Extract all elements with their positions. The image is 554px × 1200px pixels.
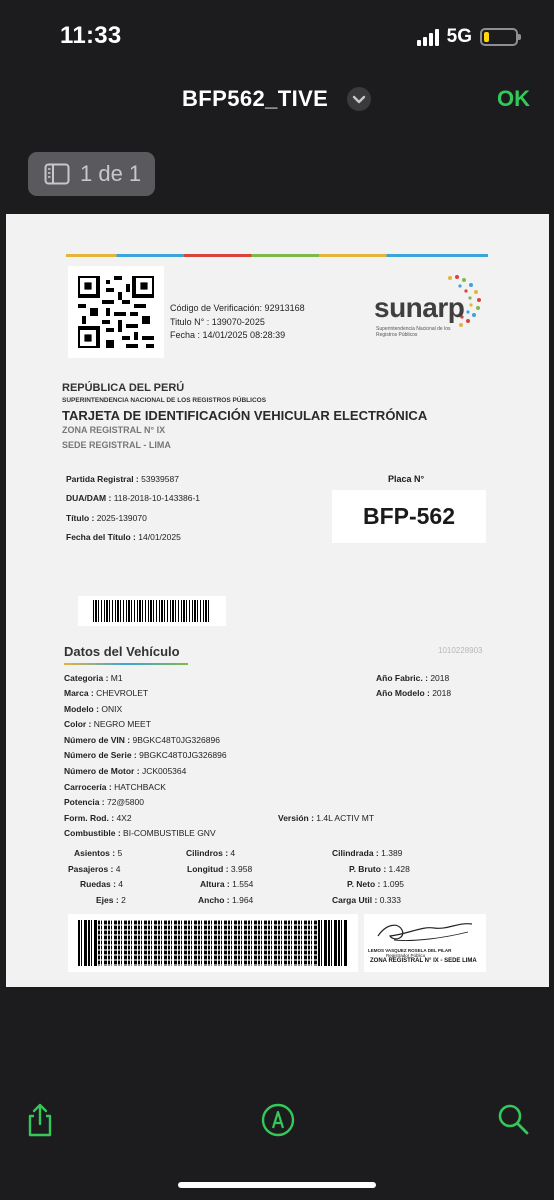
verification-fecha: Fecha : 14/01/2025 08:28:39 bbox=[170, 330, 286, 340]
pneto-value: 1.095 bbox=[382, 879, 405, 889]
logo-wordmark: sunarp bbox=[374, 292, 465, 323]
carroceria-value: HATCHBACK bbox=[114, 782, 166, 792]
form-field bbox=[64, 813, 132, 823]
partida-value: 53939587 bbox=[141, 474, 179, 484]
categoria-label: Categoria : bbox=[64, 673, 109, 683]
color-stripe bbox=[66, 254, 488, 257]
pasajeros-field bbox=[68, 864, 120, 874]
form-label: Form. Rod. : bbox=[64, 813, 115, 823]
titulo-label: Título : bbox=[66, 513, 95, 523]
share-icon[interactable] bbox=[22, 1102, 58, 1138]
ancho-field bbox=[198, 895, 253, 905]
color-label: Color : bbox=[64, 719, 92, 729]
signer-name: LEMOS VASQUEZ ROSELA DEL PILAR bbox=[368, 948, 452, 953]
verification-code: Código de Verificación: 92913168 bbox=[170, 303, 305, 313]
placa-label: Placa N° bbox=[388, 474, 425, 484]
motor-value: JCK005364 bbox=[141, 766, 187, 776]
agency-heading: SUPERINTENDENCIA NACIONAL DE LOS REGISTROS PÚBLICOS bbox=[62, 397, 267, 404]
fecha-titulo-field bbox=[66, 532, 181, 542]
vin-label: Número de VIN : bbox=[64, 735, 131, 745]
longitud-label: Longitud : bbox=[187, 864, 229, 874]
color-value: NEGRO MEET bbox=[93, 719, 151, 729]
potencia-label: Potencia : bbox=[64, 797, 105, 807]
section-title: Datos del Vehículo bbox=[64, 644, 180, 659]
sede-heading: SEDE REGISTRAL - LIMA bbox=[62, 440, 171, 450]
status-indicators bbox=[417, 26, 518, 48]
serial-number: 1010228903 bbox=[438, 646, 483, 655]
dua-label: DUA/DAM : bbox=[66, 493, 112, 503]
potencia-value: 72@5800 bbox=[107, 797, 144, 807]
signature-icon bbox=[364, 914, 486, 948]
document-page bbox=[6, 214, 549, 987]
signer-office: ZONA REGISTRAL N° IX - SEDE LIMA bbox=[370, 958, 477, 964]
chevron-down-icon[interactable] bbox=[347, 87, 371, 111]
anio-fab-label: Año Fabric. : bbox=[376, 673, 428, 683]
motor-label: Número de Motor : bbox=[64, 766, 140, 776]
home-indicator[interactable] bbox=[178, 1182, 376, 1188]
modelo-value: ONIX bbox=[101, 704, 123, 714]
pasajeros-label: Pasajeros : bbox=[68, 864, 114, 874]
longitud-value: 3.958 bbox=[230, 864, 253, 874]
file-title[interactable]: BFP562_TIVE bbox=[182, 86, 329, 111]
anio-fab-field bbox=[376, 673, 449, 683]
version-label: Versión : bbox=[278, 813, 314, 823]
pbruto-field bbox=[349, 864, 410, 874]
pbruto-label: P. Bruto : bbox=[349, 864, 387, 874]
page-indicator-label: 1 de 1 bbox=[80, 161, 142, 186]
marca-value: CHEVROLET bbox=[96, 688, 149, 698]
anio-mod-label: Año Modelo : bbox=[376, 688, 430, 698]
ancho-label: Ancho : bbox=[198, 895, 230, 905]
version-field bbox=[278, 813, 374, 823]
cilindrada-value: 1.389 bbox=[381, 848, 403, 858]
ruedas-field bbox=[80, 879, 123, 889]
anio-mod-value: 2018 bbox=[432, 688, 452, 698]
country-heading: REPÚBLICA DEL PERÚ bbox=[62, 382, 185, 394]
titulo-field bbox=[66, 513, 147, 523]
pneto-label: P. Neto : bbox=[347, 879, 381, 889]
carga-label: Carga Util : bbox=[332, 895, 378, 905]
marca-label: Marca : bbox=[64, 688, 94, 698]
search-icon[interactable] bbox=[496, 1102, 532, 1138]
categoria-field bbox=[64, 673, 123, 683]
potencia-field bbox=[64, 797, 144, 807]
ok-button[interactable]: OK bbox=[497, 86, 530, 111]
signer-role: Registrador Público bbox=[386, 953, 426, 958]
carga-field bbox=[332, 895, 401, 905]
verification-titulo: Titulo N° : 139070-2025 bbox=[170, 316, 265, 327]
page-indicator-button[interactable] bbox=[28, 152, 155, 196]
battery-icon bbox=[480, 28, 518, 46]
ruedas-value: 4 bbox=[118, 879, 124, 889]
qr-code bbox=[68, 266, 164, 358]
partida-field bbox=[66, 474, 179, 484]
sunarp-logo bbox=[374, 274, 494, 344]
marca-field bbox=[64, 688, 148, 698]
serie-field bbox=[64, 750, 227, 760]
verification-block bbox=[170, 302, 305, 343]
large-barcode bbox=[68, 914, 358, 972]
anio-fab-value: 2018 bbox=[430, 673, 450, 683]
cilindrada-label: Cilindrada : bbox=[332, 848, 379, 858]
anio-mod-field bbox=[376, 688, 451, 698]
combustible-value: BI-COMBUSTIBLE GNV bbox=[123, 828, 216, 838]
asientos-value: 5 bbox=[117, 848, 123, 858]
ancho-value: 1.964 bbox=[232, 895, 254, 905]
altura-label: Altura : bbox=[200, 879, 230, 889]
ejes-field bbox=[96, 895, 126, 905]
signal-icon bbox=[417, 28, 439, 46]
title-bar bbox=[0, 84, 554, 114]
cilindros-label: Cilindros : bbox=[186, 848, 229, 858]
ejes-label: Ejes : bbox=[96, 895, 119, 905]
zona-heading: ZONA REGISTRAL N° IX bbox=[62, 425, 166, 435]
network-type: 5G bbox=[446, 26, 472, 47]
motor-field bbox=[64, 766, 186, 776]
ejes-value: 2 bbox=[121, 895, 126, 905]
small-barcode bbox=[78, 596, 226, 626]
cilindrada-field bbox=[332, 848, 402, 858]
modelo-label: Modelo : bbox=[64, 704, 99, 714]
partida-label: Partida Registral : bbox=[66, 474, 139, 484]
vin-value: 9BGKC48T0JG326896 bbox=[132, 735, 220, 745]
serie-value: 9BGKC48T0JG326896 bbox=[139, 750, 227, 760]
cilindros-field bbox=[186, 848, 235, 858]
carroceria-label: Carrocería : bbox=[64, 782, 112, 792]
markup-icon[interactable] bbox=[260, 1102, 296, 1138]
longitud-field bbox=[187, 864, 252, 874]
fecha-titulo-value: 14/01/2025 bbox=[138, 532, 181, 542]
altura-value: 1.554 bbox=[232, 879, 254, 889]
ruedas-label: Ruedas : bbox=[80, 879, 116, 889]
titulo-value: 2025-139070 bbox=[96, 513, 147, 523]
dua-field bbox=[66, 493, 200, 503]
asientos-label: Asientos : bbox=[74, 848, 116, 858]
signature-stamp bbox=[364, 914, 486, 972]
categoria-value: M1 bbox=[110, 673, 123, 683]
document-title: TARJETA DE IDENTIFICACIÓN VEHICULAR ELECTRÓNICA bbox=[62, 408, 428, 423]
pasajeros-value: 4 bbox=[115, 864, 121, 874]
modelo-field bbox=[64, 704, 122, 714]
version-value: 1.4L ACTIV MT bbox=[316, 813, 375, 823]
vin-field bbox=[64, 735, 220, 745]
asientos-field bbox=[74, 848, 122, 858]
logo-subtitle: Superintendencia Nacional de los Registros Públicos bbox=[376, 326, 451, 338]
pbruto-value: 1.428 bbox=[388, 864, 410, 874]
section-underline bbox=[64, 663, 188, 665]
color-field bbox=[64, 719, 151, 729]
dua-value: 118-2018-10-143386-1 bbox=[113, 493, 201, 503]
combustible-label: Combustible : bbox=[64, 828, 121, 838]
carroceria-field bbox=[64, 782, 166, 792]
altura-field bbox=[200, 879, 253, 889]
status-time: 11:33 bbox=[60, 22, 122, 49]
combustible-field bbox=[64, 828, 216, 838]
carga-value: 0.333 bbox=[379, 895, 401, 905]
pneto-field bbox=[347, 879, 404, 889]
placa-value: BFP-562 bbox=[332, 490, 486, 543]
form-value: 4X2 bbox=[116, 813, 132, 823]
cilindros-value: 4 bbox=[230, 848, 236, 858]
sidebar-icon bbox=[44, 163, 70, 185]
fecha-titulo-label: Fecha del Título : bbox=[66, 532, 136, 542]
serie-label: Número de Serie : bbox=[64, 750, 137, 760]
